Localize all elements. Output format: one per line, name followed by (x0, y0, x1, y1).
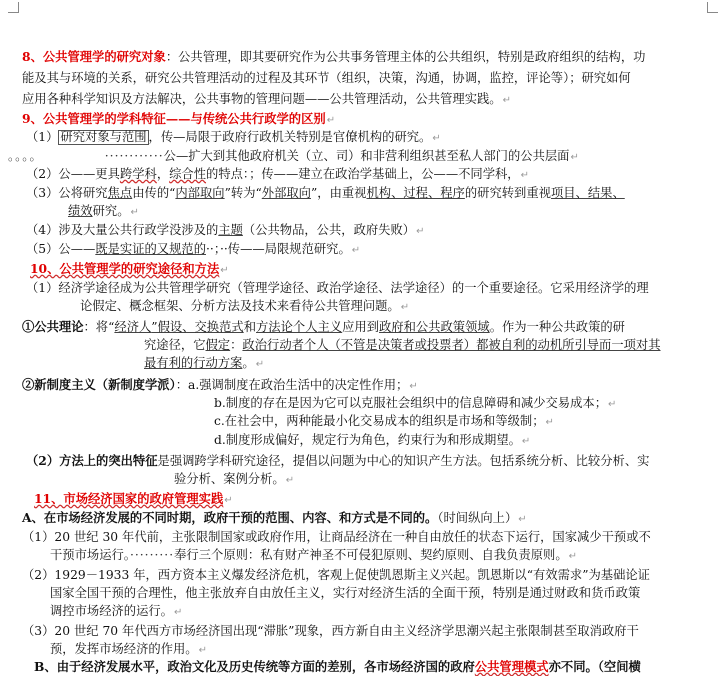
section-11-a3-line-1: （3）20 世纪 70 年代西方市场经济国出现“滞胀”现象，西方新自由主义经济学思潮兴起主张限制甚至取消政府干 (22, 624, 639, 638)
public-theory-line-2: 究途径，它假定：政治行动者个人（不管是决策者或投票者）都被自利的动机所引导而一项对其 (144, 338, 661, 352)
section-11-a1-line-2: 干预市场运行。·········奉行三个原则：私有财产神圣不可侵犯原则、契约原则、自我负责原则。↵ (50, 548, 578, 562)
section-10-point-1: （1）经济学途径成为公共管理学研究（管理学途径、政治学途径、法学途径）的一个重要途径。它采用经济学的理 (26, 281, 649, 295)
section-10-point-2-continued: 验分析、案例分析。↵ (174, 472, 295, 486)
section-11-a1-line-1: （1）20 世纪 30 年代前，主张限制国家或政府作用，让商品经济在一种自由放任的状态下运行，国家减少干预或不 (22, 530, 651, 544)
section-9-item-3: （3）公将研究焦点由传的“内部取向”转为“外部取向”，由重视机构、过程、程序的研究转到重视项目、结果、 (26, 186, 625, 200)
section-11-a2-line-3: 调控市场经济的运行。↵ (50, 604, 183, 618)
paragraph-mark-icon: ↵ (545, 417, 554, 428)
public-theory-line-1: ①公共理论：将“经济人”假设、交换范式和方法论个人主义应用到政府和公共政策领域。作为一种公共政策的研 (22, 319, 625, 334)
paragraph-mark-icon: ↵ (568, 551, 578, 562)
highlight-box: 研究对象与范围 (60, 130, 147, 144)
paragraph-mark-icon: ↵ (326, 115, 336, 126)
section-11-a2-line-2: 国家全国干预的合理性，他主张放弃自由放任主义，实行对经济生活的全面干预，特别是通过财政和货币政策 (50, 586, 641, 600)
paragraph-mark-icon: ↵ (502, 95, 511, 106)
paragraph-mark-icon: ↵ (198, 645, 207, 656)
paragraph-mark-icon: ↵ (285, 475, 295, 486)
paragraph-mark-icon: ↵ (220, 265, 229, 276)
section-10-title-line (30, 261, 229, 279)
paragraph-mark-icon: ↵ (173, 607, 183, 618)
section-9-item-5: （5）公——既是实证的又规范的··；··传——局限规范研究。↵ (26, 242, 361, 256)
paragraph-mark-icon: ↵ (409, 381, 418, 392)
section-8-line-2: 能及其与环境的关系，研究公共管理活动的过程及其环节（组织，决策，沟通，协调，监控，评论等）；研究如何 (22, 71, 631, 85)
section-8-line-3: 应用各种科学知识及方法解决，公共事物的管理问题——公共管理活动，公共管理实践。↵ (22, 92, 511, 106)
section-11-a3-line-2: 预，发挥市场经济的作用。↵ (50, 642, 207, 656)
paragraph-mark-icon: ↵ (521, 436, 531, 447)
section-8-title: 8、公共管理学的研究对象 (22, 49, 166, 64)
section-11-a2-line-1: （2）1929－1933 年，西方资本主义爆发经济危机，客观上促使凯恩斯主义兴起。凯恩斯以“有效需求”为基础论证 (22, 568, 650, 582)
paragraph-mark-icon: ↵ (400, 302, 410, 313)
paragraph-mark-icon: ↵ (416, 226, 425, 237)
section-9-item-1: （1） 研究对象与范围 ，传—局限于政府行政机关特别是官僚机构的研究。↵ (26, 130, 441, 144)
section-9-item-3-continued: 绩效研究。↵ (68, 204, 139, 218)
section-11-B: B、由于经济发展水平，政治文化及历史传统等方面的差别，各市场经济国的政府公共管理模式亦不同。（空间横 (34, 659, 641, 674)
section-9-title-line (22, 111, 335, 129)
section-9-item-2: （2）公——更具跨学科，综合性的特点：；传——建立在政治学基础上，公——不同学科，↵ (26, 167, 529, 181)
section-9-item-4: （4）涉及大量公共行政学没涉及的主题（公共物品，公共，政府失败）↵ (26, 223, 425, 237)
section-11-title-line (34, 491, 233, 509)
section-11-title: 11、市场经济国家的政府管理实践 (34, 491, 224, 506)
new-institutionalism-b: b.制度的存在是因为它可以克服社会组织中的信息障碍和减少交易成本；↵ (214, 396, 617, 410)
paragraph-mark-icon: ↵ (518, 514, 527, 525)
public-theory-label: ①公共理论 (22, 319, 84, 334)
section-10-point-1-continued: 论假定、概念框架、分析方法及技术来看待公共管理问题。↵ (80, 299, 410, 313)
new-institutionalism-a: ②新制度主义（新制度学派）：a.强调制度在政治生活中的决定性作用；↵ (22, 377, 418, 392)
section-10-title: 10、公共管理学的研究途径和方法 (30, 261, 220, 276)
crop-mark-top-right (707, 2, 718, 13)
public-theory-line-3: 最有利的行动方案。↵ (144, 356, 265, 370)
paragraph-mark-icon: ↵ (432, 133, 441, 144)
method-feature-label: （2）方法上的突出特征 (26, 453, 158, 468)
new-institutionalism-label: ②新制度主义（新制度学派） (22, 377, 176, 392)
section-10-point-2: （2）方法上的突出特征是强调跨学科研究途径，提倡以问题为中心的知识产生方法。包括系统分析、比较分析、实 (26, 453, 650, 468)
section-9-item-1-continued: 。。。。 ············公—扩大到其他政府机关（立、司）和非营利组织甚至私人部门的公共层面↵ (8, 149, 579, 163)
paragraph-mark-icon: ↵ (351, 245, 361, 256)
new-institutionalism-c: c.在社会中，两种能最小化交易成本的组织是市场和等级制；↵ (214, 414, 554, 428)
section-11-A: A、在市场经济发展的不同时期，政府干预的范围、内容、和方式是不同的。（时间纵向上）↵ (22, 510, 527, 525)
section-8-line-1: 8、公共管理学的研究对象：公共管理，即其要研究作为公共事务管理主体的公共组织，特别是政府组织的结构，功 (22, 49, 646, 64)
paragraph-mark-icon: ↵ (255, 359, 265, 370)
paragraph-mark-icon: ↵ (520, 170, 529, 181)
paragraph-mark-icon: ↵ (130, 207, 139, 218)
crop-mark-top-left (8, 2, 19, 13)
paragraph-mark-icon: ↵ (224, 495, 233, 506)
section-9-title: 9、公共管理学的学科特征——与传统公共行政学的区别 (22, 111, 326, 126)
paragraph-mark-icon: ↵ (570, 152, 579, 163)
paragraph-mark-icon: ↵ (608, 399, 617, 410)
new-institutionalism-d: d.制度形成偏好，规定行为角色，约束行为和形成期望。↵ (214, 433, 531, 447)
